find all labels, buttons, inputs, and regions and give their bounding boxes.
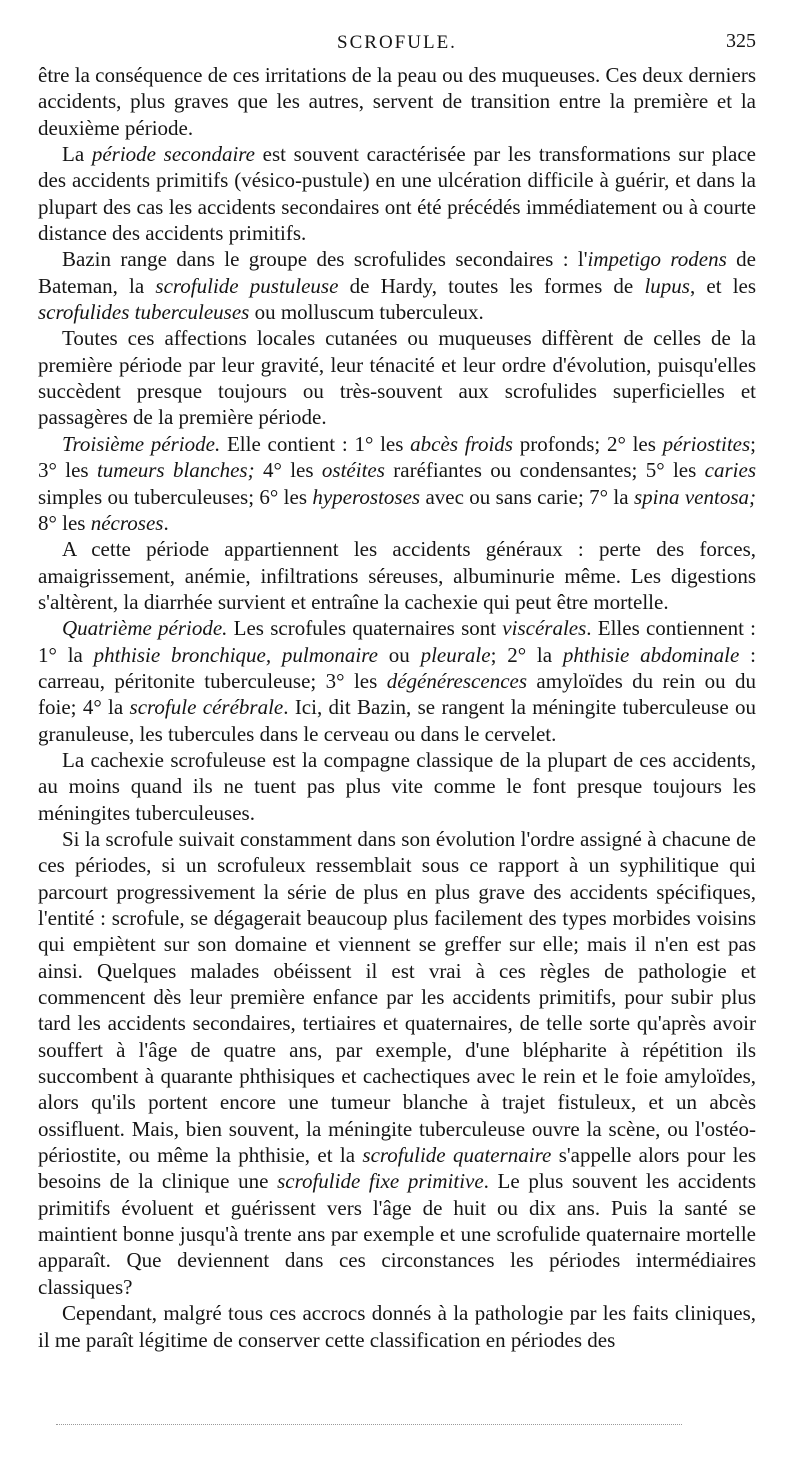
paragraph bbox=[38, 62, 756, 141]
paragraph bbox=[38, 536, 756, 615]
text-segment: profonds; 2° les bbox=[512, 431, 663, 456]
italic-text-segment: caries bbox=[704, 458, 756, 483]
text-segment: . Elles contiennent : 1° la bbox=[38, 616, 756, 667]
italic-text-segment: abcès froids bbox=[410, 431, 513, 456]
italic-text-segment: tumeurs blanches; bbox=[96, 458, 255, 483]
text-segment: raréfiantes ou condensantes; 5° les bbox=[384, 458, 705, 483]
italic-text-segment: phthisie abdominale bbox=[562, 642, 740, 667]
italic-text-segment: dégénérescences bbox=[386, 668, 528, 693]
body-text bbox=[38, 62, 756, 1353]
italic-text-segment: lupus bbox=[644, 273, 690, 298]
text-segment: . Le plus souvent les accidents primitifs évoluent et guérissent vers l'âge de huit ou dix ans. Puis la santé se maintient bonne jusqu'à trente ans par exemple et une scrofulide quaternaire mortelle apparaît. Que deviennent dans ces circonstances les périodes intermédiaires classiques? bbox=[38, 1169, 756, 1299]
paragraph bbox=[38, 246, 756, 325]
text-segment: : carreau, péritonite tuberculeuse; 3° les bbox=[38, 642, 756, 693]
italic-text-segment: scrofulides tuberculeuses bbox=[38, 300, 250, 325]
italic-text-segment: scrofulide quaternaire bbox=[362, 1143, 552, 1168]
text-segment: Bazin range dans le groupe des scrofulides secondaires : l' bbox=[62, 247, 588, 272]
text-segment: avec ou sans carie; 7° la bbox=[420, 484, 634, 509]
footer-dotted-rule bbox=[56, 1424, 682, 1425]
italic-text-segment: période secondaire bbox=[91, 142, 256, 167]
paragraph bbox=[38, 747, 756, 826]
running-header bbox=[38, 30, 756, 56]
text-segment: 8° les bbox=[38, 510, 91, 535]
italic-text-segment: scrofulide pustuleuse bbox=[155, 273, 339, 298]
italic-text-segment: scrofule cérébrale bbox=[129, 695, 284, 720]
italic-text-segment: pleurale bbox=[420, 642, 491, 667]
text-segment: Elle contient : 1° les bbox=[220, 431, 411, 456]
italic-text-segment: Troisième période. bbox=[62, 431, 221, 456]
paragraph bbox=[38, 826, 756, 1300]
text-segment: être la conséquence de ces irritations de la peau ou des muqueuses. Ces deux derniers accidents, plus graves que les autres, servent de transition entre la première et la deuxième période. bbox=[38, 63, 756, 140]
text-segment: La bbox=[62, 142, 92, 167]
paragraph bbox=[38, 431, 756, 536]
text-segment: amyloïdes du rein ou du foie; 4° la bbox=[38, 668, 757, 720]
italic-text-segment: périostites bbox=[662, 431, 751, 456]
text-segment: Si la scrofule suivait constamment dans son évolution l'ordre assigné à chacune de ces périodes, si un scrofuleux ressemblait sous ce rapport à un syphilitique qui parcourt progressivement la série de plus en plus grave des accidents spécifiques, l'entité : scrofule, se dégagerait beaucoup plus facilement des types morbides voisins qui empiètent sur son domaine et viennent se greffer sur elle; mais il n'en est pas ainsi. Quelques malades obéissent il est vrai à ces règles de pathologie et commencent dès leur première enfance par les accidents primitifs, pour subir plus tard les accidents secondaires, tertiaires et quaternaires, de telle sorte qu'après avoir souffert à l'âge de quatre ans, par exemple, d'une blépharite à répétition ils succombent à quarante phthisiques et cachectiques avec le rein et le foie amyloïdes, alors qu'ils portent encore une tumeur blanche à trajet fistuleux, et un abcès ossifluent. Mais, bien souvent, la méningite tuberculeuse ouvre la scène, ou l'ostéo-périostite, ou même la phthisie, et la bbox=[38, 826, 756, 1168]
italic-text-segment: ostéites bbox=[321, 458, 385, 483]
running-title: SCROFULE. bbox=[337, 32, 457, 53]
text-segment: 4° les bbox=[254, 458, 322, 483]
italic-text-segment: scrofulide fixe primitive bbox=[277, 1169, 484, 1194]
text-segment: . bbox=[163, 510, 169, 535]
text-segment: ou molluscum tuberculeux. bbox=[249, 300, 484, 325]
italic-text-segment: nécroses bbox=[90, 510, 164, 535]
text-segment: est souvent caractérisée par les transformations sur place des accidents primitifs (vésico-pustule) en une ulcération difficile à guérir, et dans la plupart des cas les accidents secondaires ont été précédés immédiatement ou à courte distance des accidents primitifs. bbox=[38, 142, 757, 246]
text-segment: Toutes ces affections locales cutanées ou muqueuses diffèrent de celles de la première période par leur gravité, leur ténacité et leur ordre d'évolution, puisqu'elles succèdent presque toujours ou très-souvent aux scrofulides superficielles et passagères de la première période. bbox=[38, 326, 756, 430]
text-segment: A cette période appartiennent les accidents généraux : perte des forces, amaigrissement, anémie, infiltrations séreuses, albuminurie même. Les digestions s'altèrent, la diarrhée survient et entraîne la cachexie qui peut être mortelle. bbox=[38, 537, 756, 614]
italic-text-segment: hyperostoses bbox=[312, 484, 421, 509]
italic-text-segment: spina ventosa; bbox=[633, 484, 756, 509]
italic-text-segment: phthisie bronchique, pulmonaire bbox=[93, 642, 378, 667]
text-segment: de Hardy, toutes les formes de bbox=[338, 273, 645, 298]
paragraph bbox=[38, 615, 756, 747]
text-segment: de Bateman, la bbox=[38, 247, 756, 298]
paragraph bbox=[38, 325, 756, 430]
text-segment: s'appelle alors pour les besoins de la clinique une bbox=[38, 1143, 757, 1194]
text-segment: . Ici, dit Bazin, se rangent la méningite tuberculeuse ou granuleuse, les tubercules dans le cerveau ou dans le cervelet. bbox=[38, 695, 757, 746]
text-segment: ; 2° la bbox=[490, 642, 563, 667]
text-segment: Les scrofules quaternaires sont bbox=[227, 616, 503, 641]
text-segment: Cependant, malgré tous ces accrocs donnés à la pathologie par les faits cliniques, il me paraît légitime de conserver cette classification en périodes des bbox=[38, 1301, 756, 1352]
paragraph bbox=[38, 1300, 756, 1353]
text-segment: La cachexie scrofuleuse est la compagne classique de la plupart de ces accidents, au moins quand ils ne tuent pas plus vite comme le font presque toujours les méningites tuberculeuses. bbox=[38, 747, 756, 825]
text-segment: ; 3° les bbox=[38, 431, 756, 483]
italic-text-segment: impetigo rodens bbox=[587, 247, 727, 272]
page-number: 325 bbox=[726, 30, 756, 52]
paragraph bbox=[38, 141, 756, 246]
text-segment: simples ou tuberculeuses; 6° les bbox=[38, 484, 313, 509]
text-segment: ou bbox=[377, 642, 421, 667]
text-segment: , et les bbox=[689, 273, 757, 298]
italic-text-segment: Quatrième période. bbox=[62, 616, 228, 641]
italic-text-segment: viscérales bbox=[502, 616, 587, 641]
